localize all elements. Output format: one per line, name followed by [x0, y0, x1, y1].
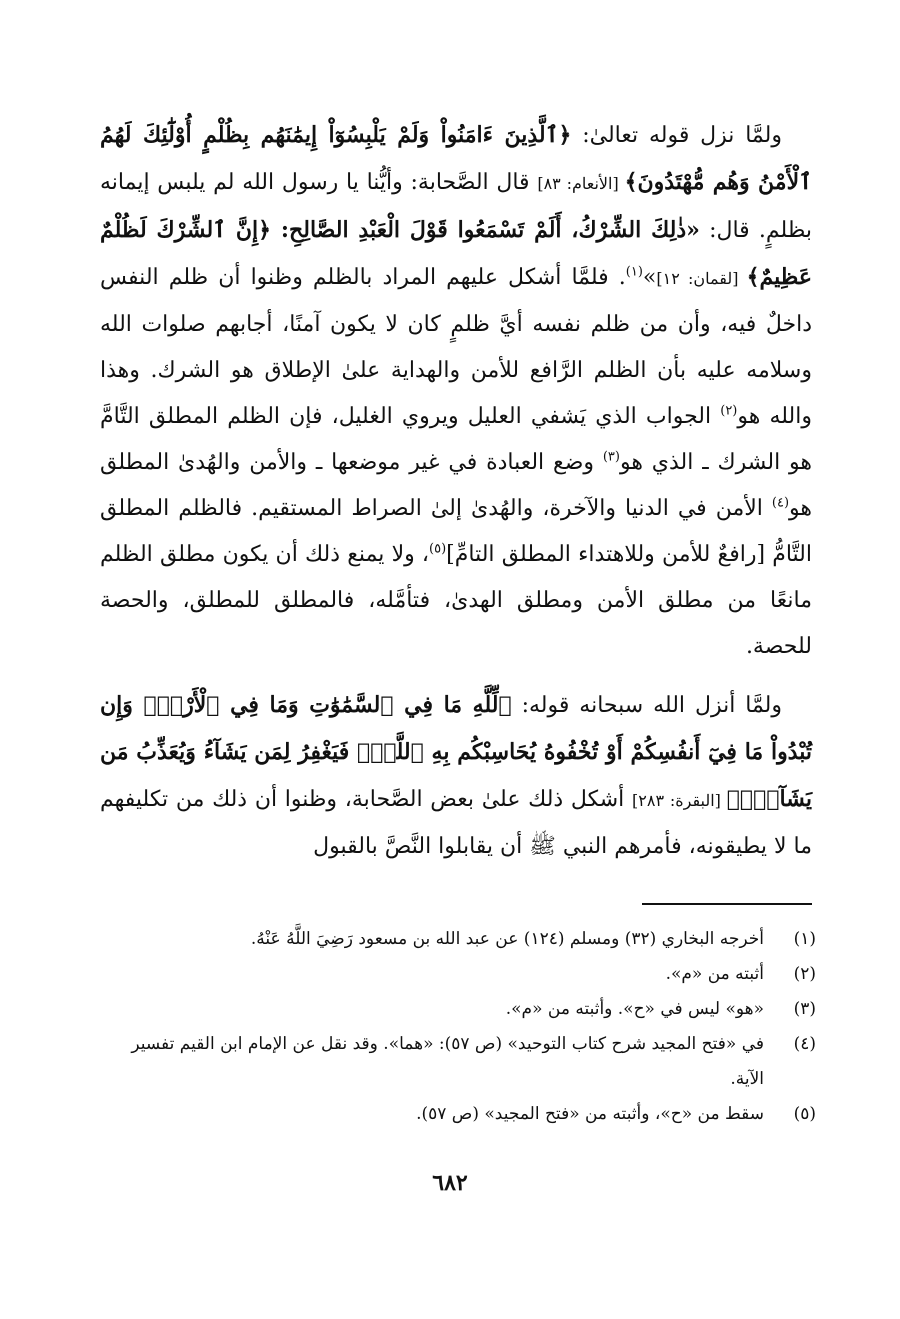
footnote-marker[interactable]: (٥) [429, 541, 447, 557]
paragraph-2 [100, 682, 812, 870]
text-span: . فلمَّا أشكل عليهم المراد بالظلم وظنوا أن ظلم النفس داخلٌ فيه، وأن من ظلم نفسه أيَّ ظلمٍ كان لا يكون آمنًا، أجابهم صلوات الله وسلامه عليه بأن الظلم الرَّافع للأمن والهداية علىٰ الإطلاق هو الشرك. وهذا والله هو [100, 265, 812, 429]
footnote-text: أثبته من «م». [665, 964, 764, 984]
footnote-marker[interactable]: (٤) [771, 495, 790, 511]
verse-reference: [الأنعام: ٨٣] [537, 174, 625, 193]
main-text [100, 112, 812, 870]
text-span: قال الصَّحابة: وأيُّنا يا رسول الله لم يلبس إيمانه بظلمٍ. قال: [100, 170, 812, 243]
footnote-item [100, 992, 816, 1027]
page-number: ٦٨٢ [432, 1170, 468, 1196]
verse-reference: [البقرة: ٢٨٣] [632, 791, 727, 810]
footnote-marker[interactable]: (٣) [602, 449, 620, 465]
quran-verse: ﴿ٱلَّذِينَ ءَامَنُواْ وَلَمْ يَلْبِسُوٓاْ إِيمَٰنَهُم بِظُلْمٍ أُوْلَٰٓئِكَ لَهُمُ ٱلْأَمْنُ وَهُم مُّهْتَدُونَ﴾ [100, 122, 813, 195]
footnote-text: سقط من «ح»، وأثبته من «فتح المجيد» (ص ٥٧). [416, 1104, 764, 1124]
text-span: الأمن في الدنيا والآخرة، والهُدىٰ إلىٰ الصراط المستقيم. فالظلم المطلق التَّامُّ [رافعٌ للأمن وللاهتداء المطلق التامِّ] [100, 496, 812, 567]
footnote-item [100, 922, 816, 957]
footnote-number: (٤) [793, 1034, 816, 1054]
footnote-number: (١) [793, 929, 816, 949]
footnote-marker[interactable]: (١) [625, 264, 643, 280]
paragraph-1 [100, 112, 812, 670]
text-span: ولمَّا نزل قوله تعالىٰ: [571, 123, 782, 148]
footnote-item [100, 1097, 816, 1132]
text-span: ولمَّا أنزل الله سبحانه قوله: [511, 693, 782, 718]
text-span: وضع العبادة في غير موضعها ـ والأمن والهُدىٰ المطلق هو [100, 450, 812, 521]
footnote-number: (٢) [793, 964, 816, 984]
text-span: ، ولا يمنع ذلك أن يكون مطلق الظلم مانعًا من مطلق الأمن ومطلق الهدىٰ، فتأمَّله، فالمطلق للمطلق، والحصة للحصة. [100, 542, 812, 659]
footnote-number: (٥) [793, 1104, 816, 1124]
text-span: الجواب الذي يَشفي العليل ويروي الغليل، فإن الظلم المطلق التَّامَّ هو الشرك ـ الذي هو [100, 404, 812, 475]
footnote-text: «هو» ليس في «ح». وأثبته من «م». [505, 999, 764, 1019]
footnote-item [100, 1027, 816, 1097]
quran-verse: ﴿إِنَّ ٱلشِّرْكَ لَظُلْمٌ عَظِيمٌ﴾ [100, 217, 812, 290]
footnote-text: في «فتح المجيد شرح كتاب التوحيد» (ص ٥٧): «هما». وقد نقل عن الإمام ابن القيم تفسير الآية. [131, 1034, 764, 1089]
footnote-marker[interactable]: (٢) [720, 403, 738, 419]
verse-reference: [لقمان: ١٢] [656, 269, 747, 288]
text-span: أشكل ذلك علىٰ بعض الصَّحابة، وظنوا أن ذلك من تكليفهم ما لا يطيقونه، فأمرهم النبي ﷺ أن يقابلوا النَّصَّ بالقبول [100, 787, 812, 859]
footnote-number: (٣) [793, 999, 816, 1019]
quran-verse: ﴿لِّلَّهِ مَا فِي ٱلسَّمَٰوَٰتِ وَمَا فِي ٱلْأَرْضِۗ وَإِن تُبْدُواْ مَا فِيٓ أَنفُسِكُمْ أَوْ تُخْفُوهُ يُحَاسِبْكُم بِهِ ٱللَّهُۖ فَيَغْفِرُ لِمَن يَشَآءُ وَيُعَذِّبُ مَن يَشَآءُۗ﴾ [100, 692, 812, 812]
hadith-close-quote: » [642, 265, 657, 290]
footnote-text: أخرجه البخاري (٣٢) ومسلم (١٢٤) عن عبد الله بن مسعود رَضِيَ اللَّهُ عَنْهُ. [250, 929, 764, 949]
hadith-text: «ذٰلِكَ الشِّرْكُ، أَلَمْ تَسْمَعُوا قَوْلَ الْعَبْدِ الصَّالِحِ: [271, 217, 700, 243]
footnote-item [100, 957, 816, 992]
footnote-separator [642, 903, 812, 905]
footnotes-section [100, 922, 816, 1132]
